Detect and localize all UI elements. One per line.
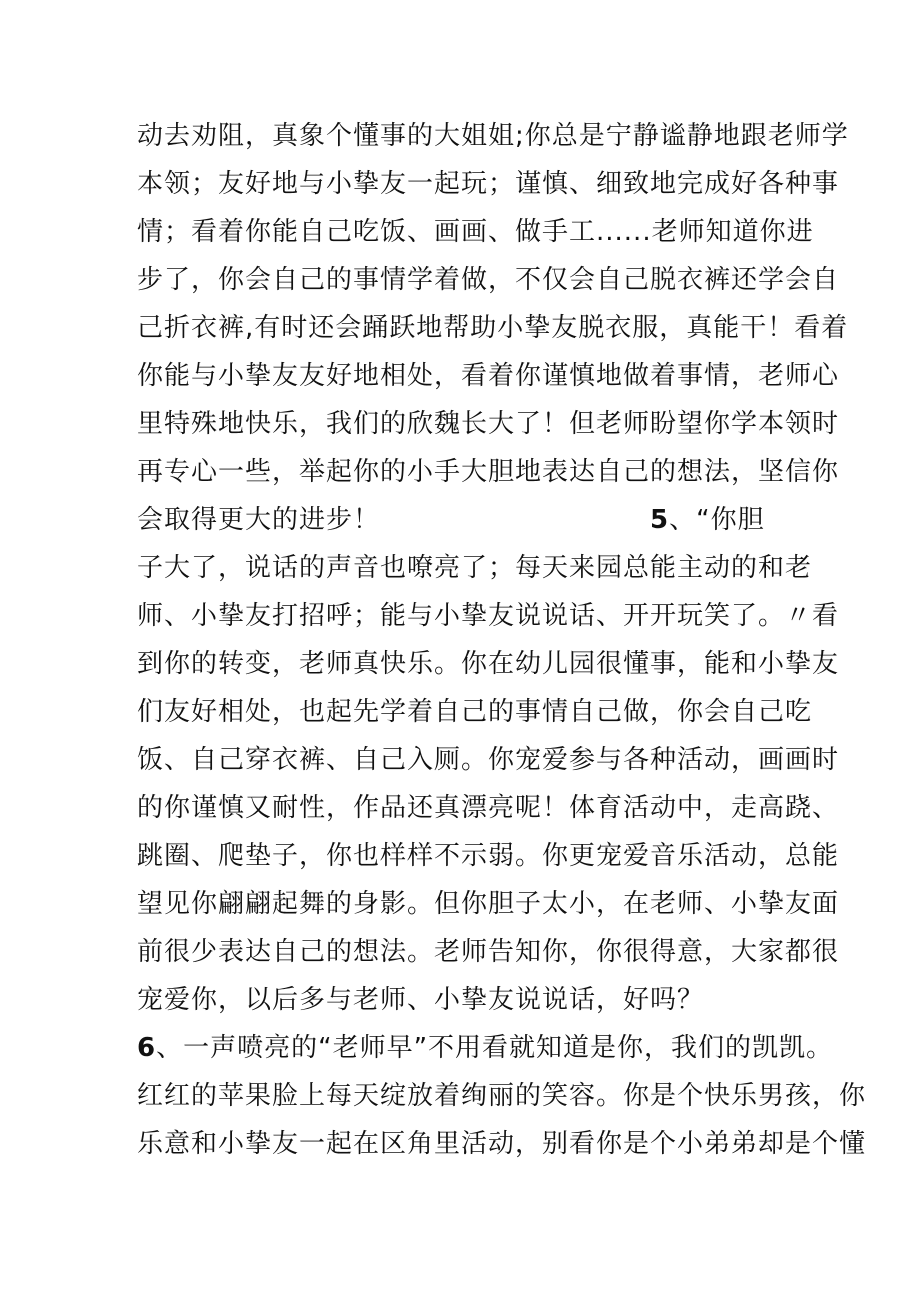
text-line: 的你谨慎又耐性，作品还真漂亮呢！体育活动中，走高跷、 xyxy=(137,793,840,823)
text-line: 己折衣裤,有时还会踊跃地帮助小挚友脱衣服，真能干！看着 xyxy=(137,313,849,343)
text-line: 望见你翩翩起舞的身影。但你胆子太小，在老师、小挚友面 xyxy=(137,889,840,919)
text-line: 跳圈、爬垫子，你也样样不示弱。你更宠爱音乐活动，总能 xyxy=(137,841,840,871)
text-line: 宠爱你，以后多与老师、小挚友说说话，好吗？ xyxy=(137,985,705,1015)
text-line: 里特殊地快乐，我们的欣魏长大了！但老师盼望你学本领时 xyxy=(137,409,840,439)
text-line: 再专心一些，举起你的小手大胆地表达自己的想法，坚信你 xyxy=(137,457,840,487)
text-line: 饭、自己穿衣裤、自己入厕。你宠爱参与各种活动，画画时 xyxy=(137,745,840,775)
text-line: 你能与小挚友友好地相处，看着你谨慎地做着事情，老师心 xyxy=(137,361,840,391)
item-5-heading xyxy=(650,496,765,544)
text-line: 师、小挚友打招呼；能与小挚友说说话、开开玩笑了。〃看 xyxy=(137,601,840,631)
text-line: 前很少表达自己的想法。老师告知你，你很得意，大家都很 xyxy=(137,937,840,967)
text-line: 会取得更大的进步！ xyxy=(137,505,381,535)
text-line: 本领；友好地与小挚友一起玩；谨慎、细致地完成好各种事 xyxy=(137,169,840,199)
item-6-number: 6 xyxy=(137,1033,157,1063)
text-line: 动去劝阻，真象个懂事的大姐姐;你总是宁静谧静地跟老师学 xyxy=(137,121,849,151)
text-line: 步了，你会自己的事情学着做，不仅会自己脱衣裤还学会自 xyxy=(137,265,840,295)
text-line: 到你的转变，老师真快乐。你在幼儿园很懂事，能和小挚友 xyxy=(137,649,840,679)
text-line: 乐意和小挚友一起在区角里活动，别看你是个小弟弟却是个懂 xyxy=(137,1129,867,1159)
text-line: 情；看着你能自己吃饭、画画、做手工......老师知道你进 xyxy=(137,217,814,247)
item-6-text: 、一声喷亮的“老师早”不用看就知道是你，我们的凯凯。 xyxy=(156,1033,834,1063)
item-5-number: 5 xyxy=(650,505,670,535)
item-6-heading xyxy=(137,1024,833,1072)
text-line: 子大了，说话的声音也嘹亮了；每天来园总能主动的和老 xyxy=(137,553,813,583)
text-line: 们友好相处，也起先学着自己的事情自己做，你会自己吃 xyxy=(137,697,813,727)
text-line: 红红的苹果脸上每天绽放着绚丽的笑容。你是个快乐男孩，你 xyxy=(137,1081,867,1111)
item-5-text: 、“你胆 xyxy=(669,505,765,535)
